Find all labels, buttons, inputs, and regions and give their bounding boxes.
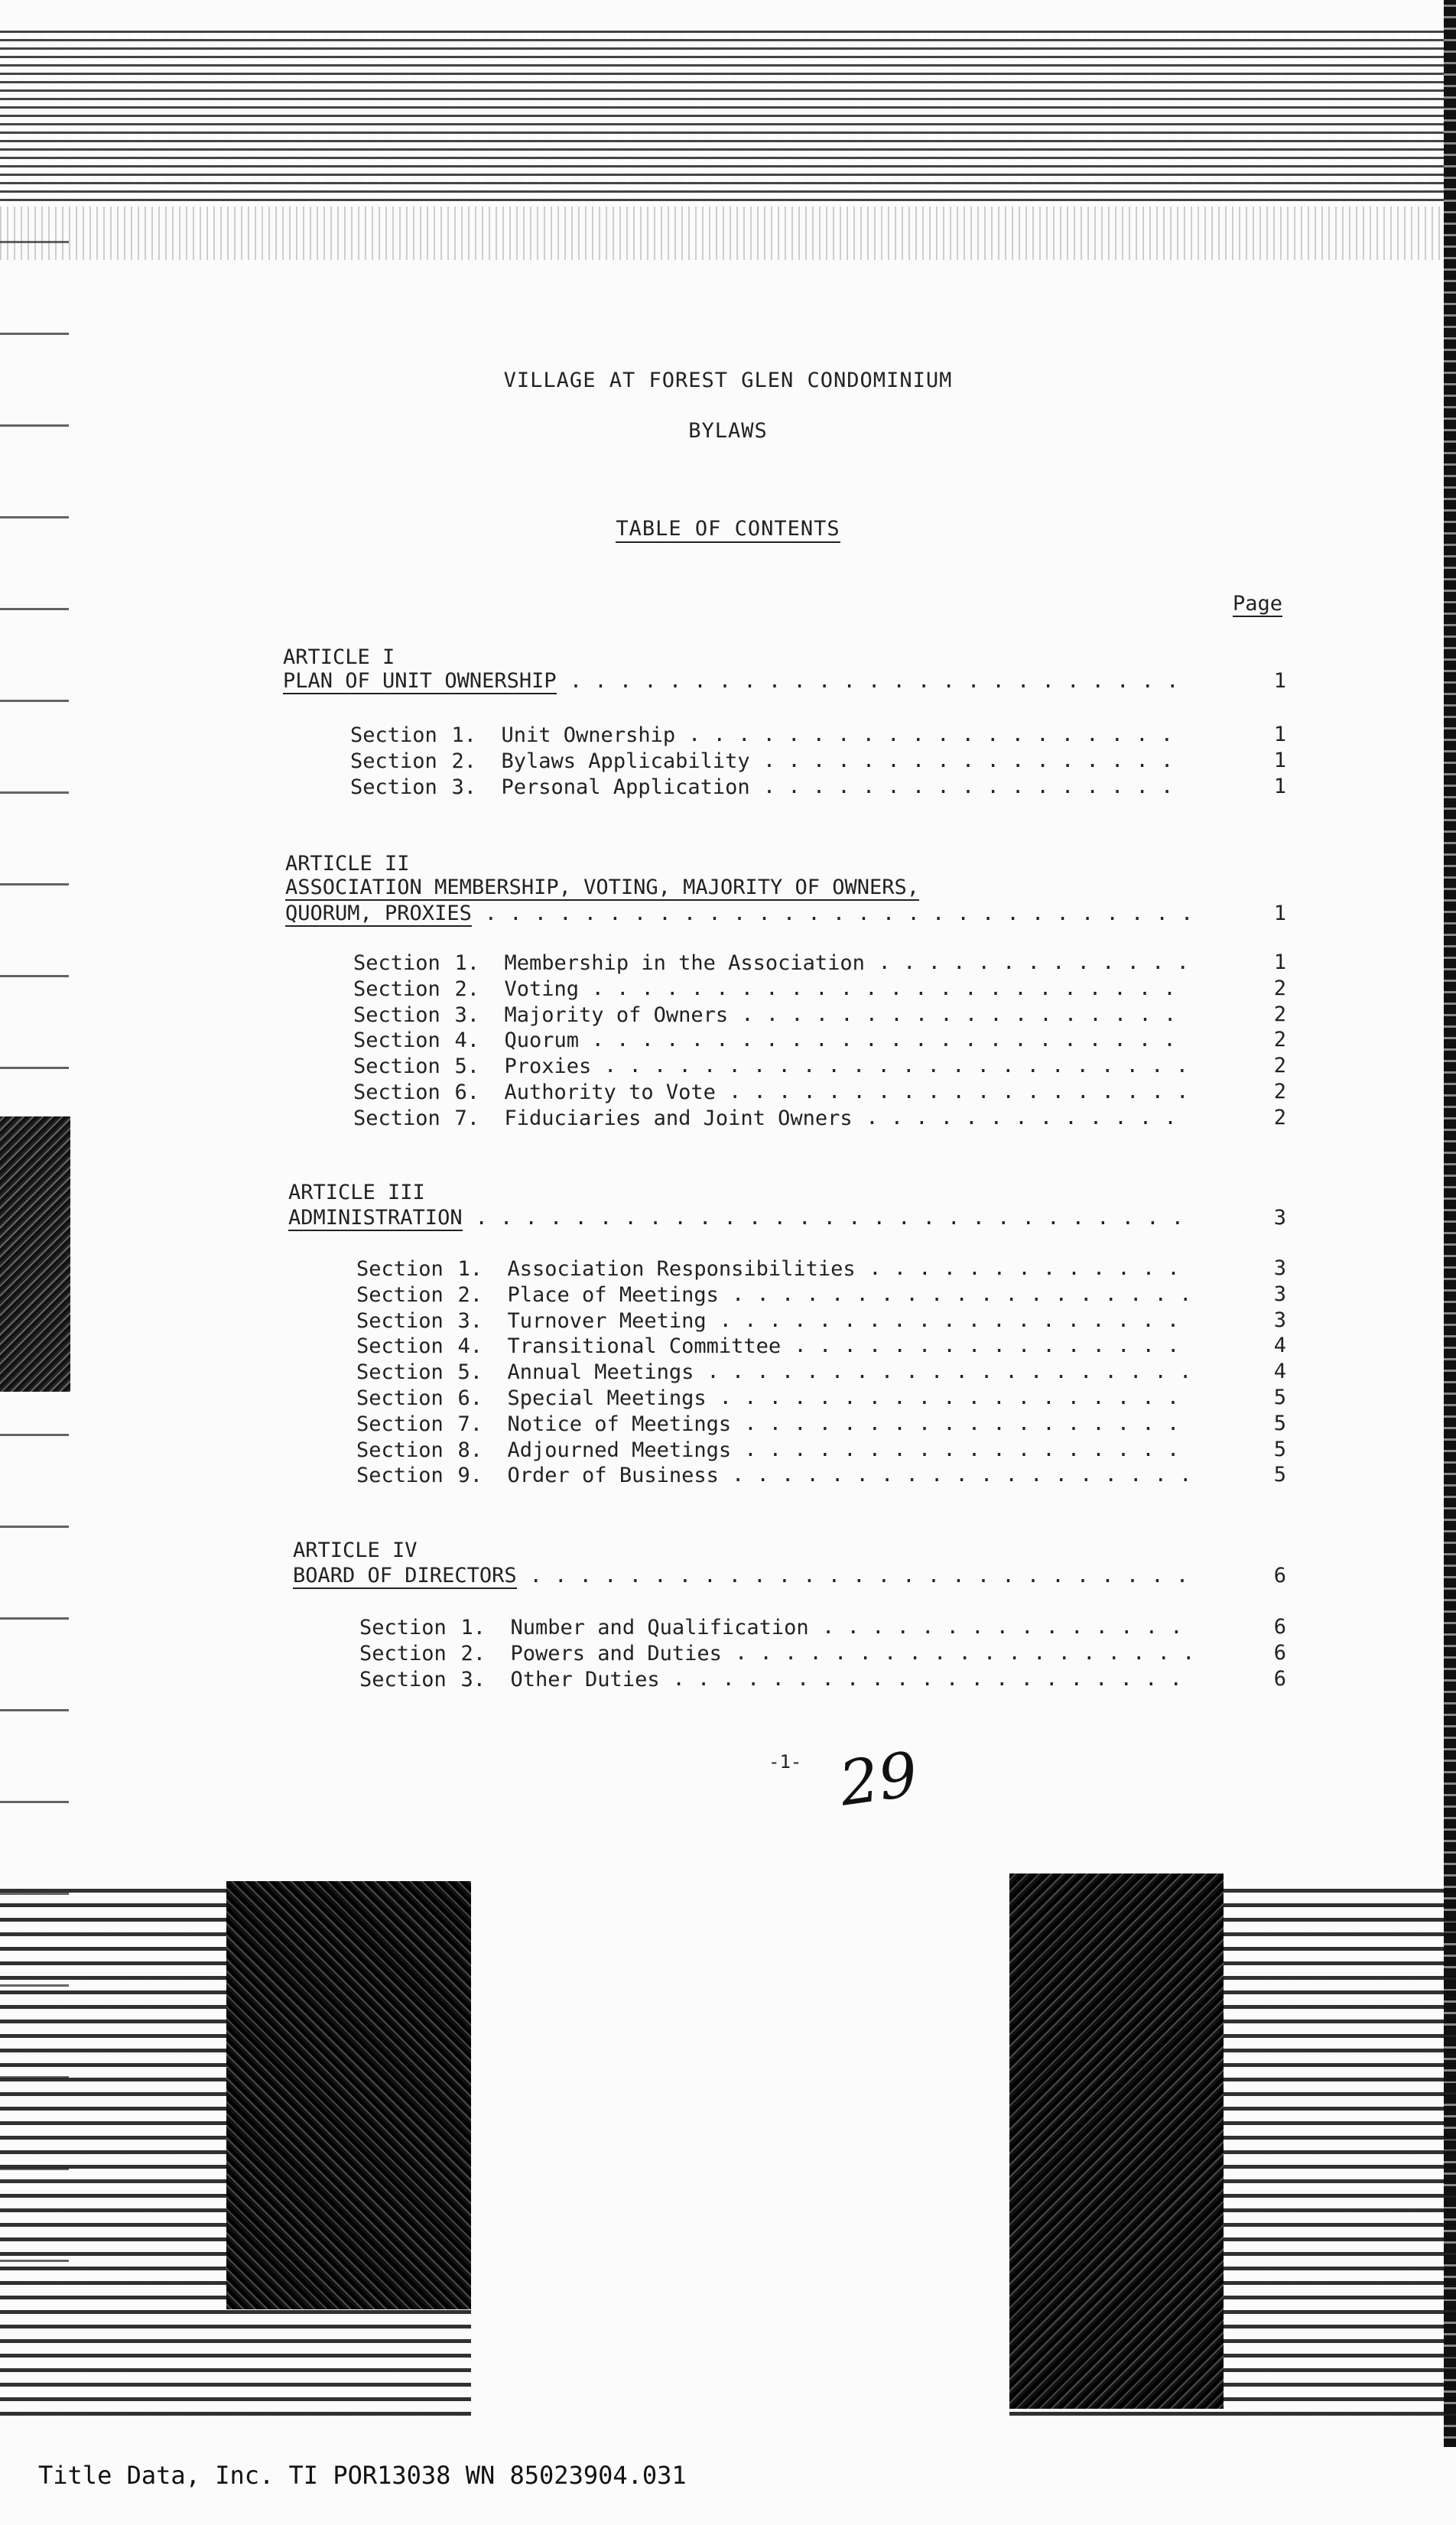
dot-leader: . . . . . . . . . . . . . . . . <box>782 1334 1180 1358</box>
dot-leader: . . . . . . . . . . . . . . . . . . <box>732 1411 1180 1435</box>
section-entry <box>356 1463 719 1489</box>
dot-leader: . . . . . . . . . . . . . . . . . . . . . . . . . . . <box>517 1564 1189 1587</box>
dot-leader: . . . . . . . . . . . . . <box>856 1256 1180 1280</box>
section-number: 2. <box>451 749 476 773</box>
section-entry <box>356 1334 781 1360</box>
section-title: Transitional Committee <box>507 1334 782 1359</box>
section-number: 3. <box>454 1003 479 1027</box>
section-label: Section <box>356 1464 444 1488</box>
section-entry <box>353 1003 728 1029</box>
section-page: 5 <box>1273 1463 1286 1487</box>
section-label: Section <box>353 1106 440 1130</box>
section-entry <box>353 1080 716 1106</box>
article-label: ARTICLE II <box>285 852 410 876</box>
article-page: 6 <box>1273 1564 1286 1587</box>
section-label: Section <box>353 1003 440 1027</box>
section-label: Section <box>359 1641 447 1665</box>
dot-leader: . . . . . . . . . . . . . . . . . . <box>732 1437 1180 1461</box>
section-number: 4. <box>454 1029 479 1053</box>
section-title: Bylaws Applicability <box>501 749 750 773</box>
section-label: Section <box>356 1257 444 1281</box>
section-title: Other Duties <box>510 1667 660 1691</box>
dot-leader: . . . . . . . . . . . . . . . . . <box>750 748 1174 772</box>
section-entry <box>359 1641 722 1667</box>
section-label: Section <box>356 1386 444 1410</box>
section-label: Section <box>350 775 437 799</box>
dot-leader: . . . . . . . . . . . . . . . . . . . . <box>675 723 1174 746</box>
section-entry <box>356 1256 856 1282</box>
section-number: 2. <box>460 1641 486 1665</box>
section-title: Unit Ownership <box>501 723 676 747</box>
section-entry <box>350 723 675 749</box>
section-title: Annual Meetings <box>507 1360 694 1385</box>
section-title: Turnover Meeting <box>507 1308 707 1333</box>
section-label: Section <box>359 1667 447 1691</box>
article-heading-text: QUORUM, PROXIES <box>285 902 472 925</box>
dot-leader: . . . . . . . . . . . . . . . . . . . <box>716 1080 1189 1103</box>
scan-noise-left-block <box>0 1116 70 1392</box>
article-heading <box>293 1564 517 1588</box>
section-entry <box>353 1028 579 1054</box>
section-entry <box>350 775 750 801</box>
section-page: 4 <box>1273 1334 1286 1358</box>
section-page: 4 <box>1273 1360 1286 1384</box>
section-number: 5. <box>454 1055 479 1079</box>
section-page: 2 <box>1273 1080 1286 1103</box>
section-title: Powers and Duties <box>510 1641 722 1665</box>
section-number: 2. <box>454 977 479 1001</box>
dot-leader: . . . . . . . . . . . . . . . . . . <box>729 1002 1177 1026</box>
section-entry <box>356 1360 694 1386</box>
dot-leader: . . . . . . . . . . . . . . . . . . . <box>719 1463 1192 1487</box>
section-number: 1. <box>451 723 476 747</box>
section-page: 2 <box>1273 1054 1286 1078</box>
dot-leader: . . . . . . . . . . . . . . . . . <box>750 774 1174 798</box>
section-page: 6 <box>1273 1615 1286 1639</box>
section-label: Section <box>356 1282 444 1307</box>
section-label: Section <box>356 1334 444 1359</box>
section-title: Authority to Vote <box>504 1081 716 1104</box>
handwritten-page-number: 29 <box>835 1738 922 1820</box>
section-number: 1. <box>454 951 479 975</box>
section-label: Section <box>353 1055 440 1079</box>
document-title: VILLAGE AT FOREST GLEN CONDOMINIUM <box>503 369 953 392</box>
section-number: 3. <box>451 775 476 799</box>
section-title: Place of Meetings <box>507 1282 719 1307</box>
article-heading <box>288 1206 463 1230</box>
section-label: Section <box>356 1308 444 1333</box>
dot-leader: . . . . . . . . . . . . . . . . . . . . . . . . <box>579 1028 1176 1052</box>
section-label: Section <box>359 1616 447 1639</box>
dot-leader: . . . . . . . . . . . . . . . . . . . <box>707 1386 1180 1409</box>
section-entry <box>353 977 579 1003</box>
section-page: 2 <box>1273 1028 1286 1052</box>
footer-stamp: Title Data, Inc. TI POR13038 WN 85023904.031 <box>38 2461 687 2490</box>
article-label: ARTICLE III <box>288 1181 425 1204</box>
section-number: 1. <box>460 1616 486 1639</box>
section-page: 2 <box>1273 1002 1286 1026</box>
article-heading <box>283 669 557 694</box>
section-label: Section <box>350 723 437 747</box>
dot-leader: . . . . . . . . . . . . . . . . . . . . . . . . <box>591 1054 1188 1078</box>
article-label: ARTICLE I <box>283 645 395 669</box>
section-title: Order of Business <box>507 1464 719 1488</box>
section-title: Quorum <box>504 1029 580 1053</box>
scan-noise-top <box>0 31 1456 206</box>
section-title: Adjourned Meetings <box>507 1438 732 1462</box>
section-number: 2. <box>457 1282 483 1307</box>
section-entry <box>356 1386 707 1412</box>
section-label: Section <box>356 1438 444 1462</box>
section-entry <box>350 749 750 775</box>
section-label: Section <box>353 1029 440 1053</box>
section-number: 9. <box>457 1464 483 1488</box>
dot-leader: . . . . . . . . . . . . . . . . . . . . <box>694 1360 1192 1384</box>
section-page: 2 <box>1273 976 1286 1000</box>
article-heading-text: PLAN OF UNIT OWNERSHIP <box>283 669 557 693</box>
section-number: 7. <box>457 1412 483 1436</box>
section-title: Special Meetings <box>507 1386 707 1410</box>
section-title: Majority of Owners <box>504 1003 729 1027</box>
section-page: 5 <box>1273 1437 1286 1461</box>
page-bottom-clear <box>471 1881 1009 2432</box>
page-column-header: Page <box>1233 592 1283 616</box>
article-heading-text: BOARD OF DIRECTORS <box>293 1564 517 1587</box>
dot-leader: . . . . . . . . . . . . . <box>853 1105 1177 1129</box>
dot-leader: . . . . . . . . . . . . . . . . . . . <box>722 1640 1195 1665</box>
document-subtitle: BYLAWS <box>688 419 768 443</box>
section-page: 3 <box>1273 1308 1286 1332</box>
dot-leader: . . . . . . . . . . . . . . . . . . . <box>707 1308 1180 1332</box>
section-number: 6. <box>457 1386 483 1410</box>
section-title: Voting <box>504 977 580 1001</box>
article-heading-text: ADMINISTRATION <box>288 1206 463 1230</box>
article-page: 1 <box>1273 902 1286 925</box>
section-number: 4. <box>457 1334 483 1359</box>
dot-leader: . . . . . . . . . . . . . . . . . . . . . <box>660 1666 1182 1691</box>
section-label: Section <box>353 951 440 975</box>
section-page: 1 <box>1273 774 1286 798</box>
section-page: 6 <box>1273 1666 1286 1691</box>
section-entry <box>356 1308 707 1334</box>
section-page: 3 <box>1273 1282 1286 1306</box>
section-number: 3. <box>457 1308 483 1333</box>
section-number: 7. <box>454 1106 479 1130</box>
section-page: 1 <box>1273 748 1286 772</box>
section-entry <box>356 1282 719 1308</box>
article-page: 3 <box>1273 1206 1286 1230</box>
dot-leader: . . . . . . . . . . . . . <box>866 951 1189 974</box>
scan-noise-top-light <box>0 206 1456 260</box>
section-title: Fiduciaries and Joint Owners <box>504 1106 853 1130</box>
scan-noise-bottom-left-block <box>226 1881 471 2309</box>
article-heading-text: ASSOCIATION MEMBERSHIP, VOTING, MAJORITY OF OWNERS, <box>285 876 920 899</box>
section-page: 5 <box>1273 1411 1286 1435</box>
section-label: Section <box>353 1081 440 1104</box>
section-page: 1 <box>1273 723 1286 746</box>
section-title: Notice of Meetings <box>507 1412 732 1436</box>
section-entry <box>359 1615 809 1641</box>
toc-heading <box>0 517 1456 541</box>
section-label: Section <box>356 1412 444 1436</box>
section-number: 1. <box>457 1257 483 1281</box>
section-number: 5. <box>457 1360 483 1385</box>
section-title: Personal Application <box>501 775 750 799</box>
page-number: -1- <box>769 1751 802 1773</box>
section-entry <box>353 1054 591 1080</box>
scan-noise-bottom-right-block <box>1009 1873 1224 2409</box>
section-number: 6. <box>454 1081 479 1104</box>
article-label: ARTICLE IV <box>293 1539 418 1562</box>
article-page: 1 <box>1273 669 1286 693</box>
section-label: Section <box>353 977 440 1001</box>
section-label: Section <box>350 749 437 773</box>
section-title: Proxies <box>504 1055 592 1079</box>
section-entry <box>353 1106 853 1132</box>
dot-leader: . . . . . . . . . . . . . . . . . . . <box>719 1282 1192 1306</box>
dot-leader: . . . . . . . . . . . . . . . . . . . . . . . . <box>579 976 1176 1000</box>
section-number: 3. <box>460 1667 486 1691</box>
section-entry <box>359 1667 660 1693</box>
section-page: 6 <box>1273 1640 1286 1665</box>
dot-leader: . . . . . . . . . . . . . . . <box>809 1615 1183 1639</box>
section-entry <box>356 1438 731 1464</box>
article-heading <box>285 902 472 926</box>
section-page: 3 <box>1273 1256 1286 1280</box>
dot-leader: . . . . . . . . . . . . . . . . . . . . . . . . . <box>557 669 1179 693</box>
section-title: Number and Qualification <box>510 1616 809 1639</box>
section-page: 5 <box>1273 1386 1286 1409</box>
section-page: 2 <box>1273 1105 1286 1129</box>
toc-heading-text: TABLE OF CONTENTS <box>616 517 840 543</box>
section-page: 1 <box>1273 951 1286 974</box>
section-title: Membership in the Association <box>504 951 865 975</box>
section-entry <box>356 1412 731 1438</box>
dot-leader: . . . . . . . . . . . . . . . . . . . . . . . . . . . . . <box>472 902 1194 925</box>
section-label: Section <box>356 1360 444 1385</box>
section-title: Association Responsibilities <box>507 1257 856 1281</box>
section-entry <box>353 951 865 977</box>
article-heading <box>285 876 919 900</box>
section-number: 8. <box>457 1438 483 1462</box>
dot-leader: . . . . . . . . . . . . . . . . . . . . . . . . . . . . . <box>463 1206 1184 1230</box>
